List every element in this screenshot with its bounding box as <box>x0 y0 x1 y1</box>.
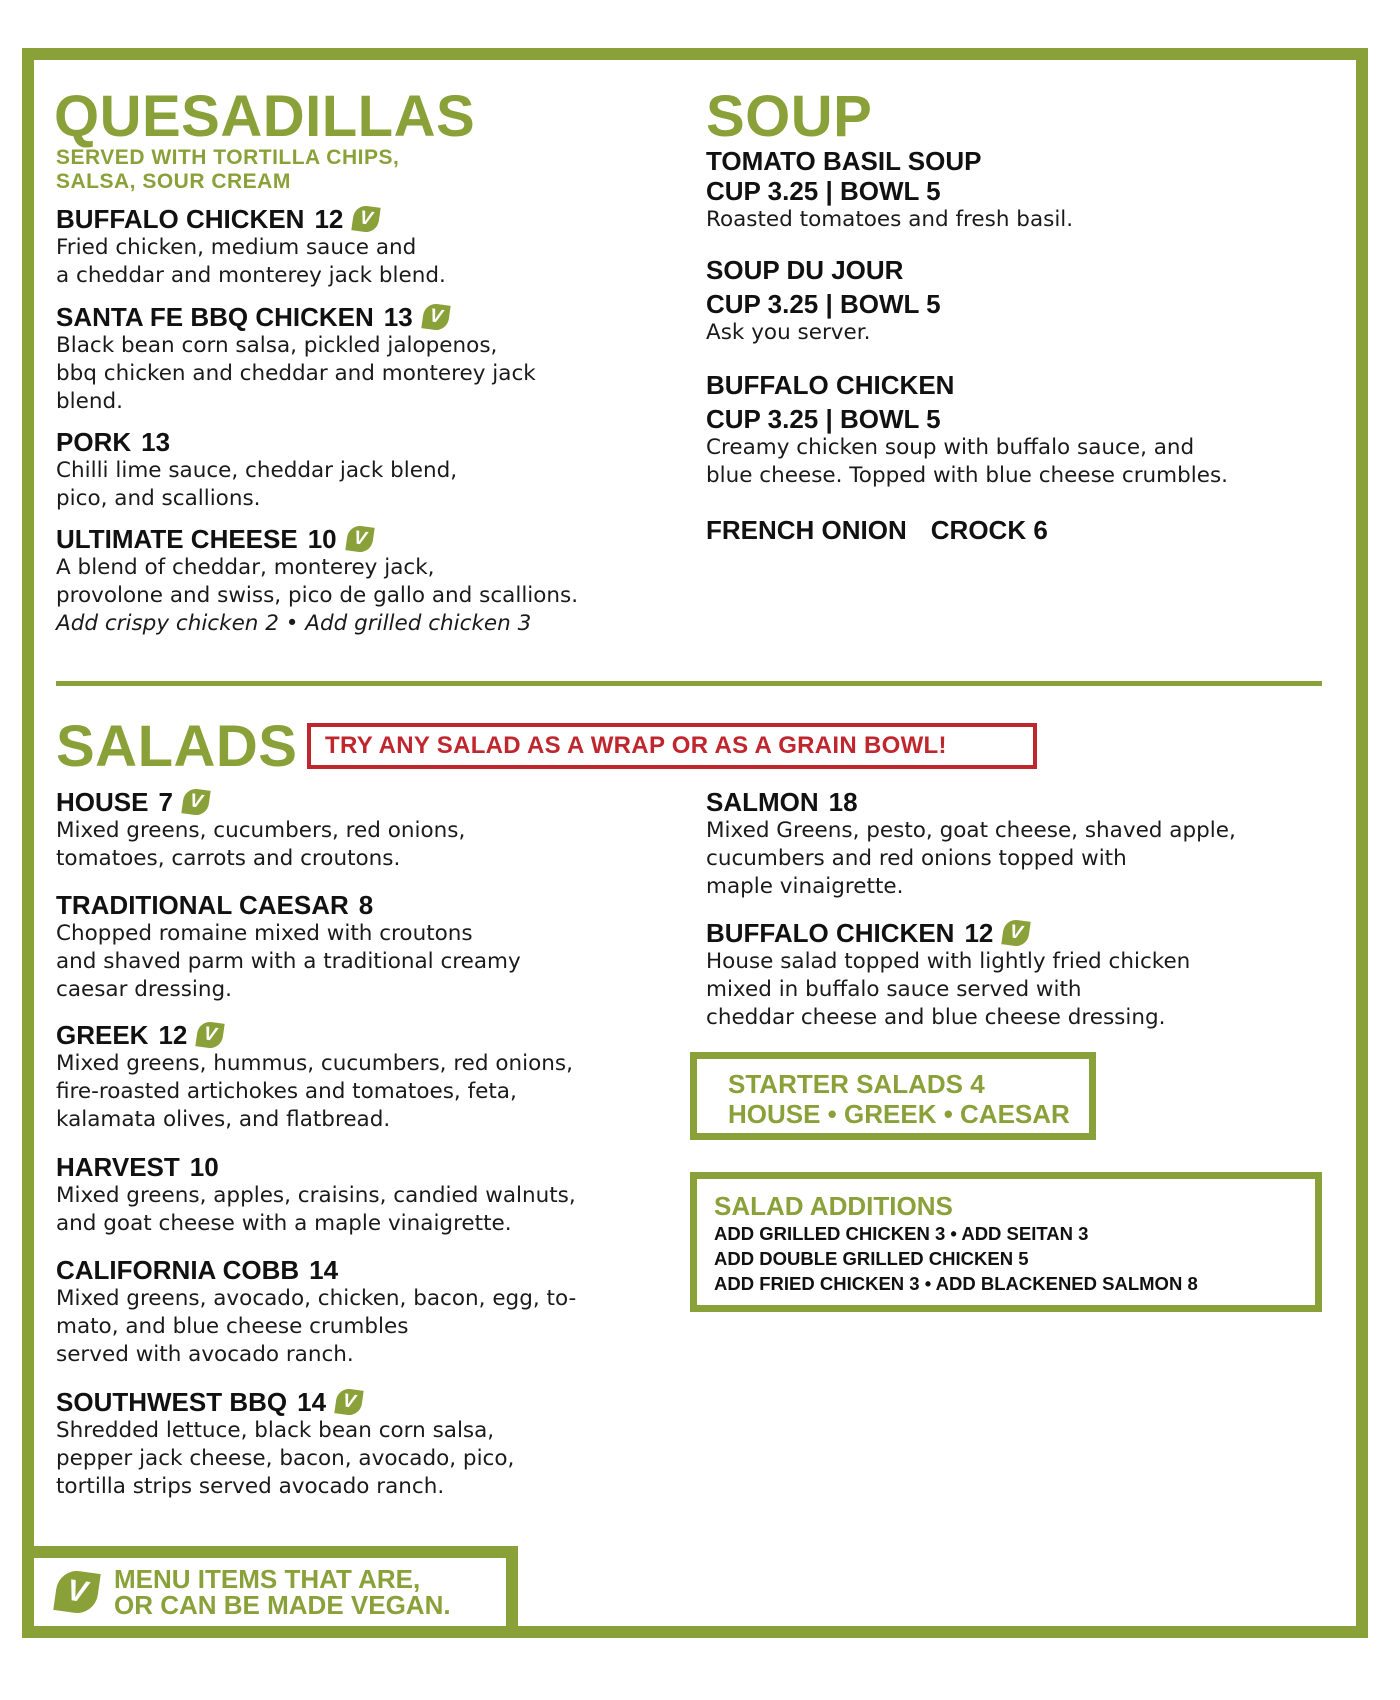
quesadilla-item <box>56 427 457 513</box>
item-desc: and goat cheese with a maple vinaigrette. <box>56 1211 512 1236</box>
item-desc: Ask you server. <box>706 320 871 345</box>
item-desc: kalamata olives, and flatbread. <box>56 1107 391 1132</box>
item-desc: served with avocado ranch. <box>56 1342 354 1367</box>
starter-salads-line: HOUSE • GREEK • CAESAR <box>728 1099 1070 1129</box>
item-name: SOUTHWEST BBQ <box>56 1387 288 1417</box>
item-name: TRADITIONAL CAESAR <box>56 890 349 920</box>
item-name: GREEK <box>56 1020 149 1050</box>
vegan-legend-line: MENU ITEMS THAT ARE, <box>114 1564 421 1594</box>
item-desc: Mixed greens, cucumbers, red onions, <box>56 818 466 843</box>
salad-additions-line: ADD GRILLED CHICKEN 3 • ADD SEITAN 3 <box>714 1223 1089 1244</box>
soup-item <box>706 370 1228 490</box>
item-name: SANTA FE BBQ CHICKEN <box>56 302 374 332</box>
item-heading <box>56 1152 576 1182</box>
salad-item <box>56 1387 514 1501</box>
item-price: 10 <box>307 524 337 554</box>
item-desc: Creamy chicken soup with buffalo sauce, and <box>706 435 1195 460</box>
item-name: ULTIMATE CHEESE <box>56 524 298 554</box>
item-desc: cucumbers and red onions topped with <box>706 846 1127 871</box>
salad-additions-title: SALAD ADDITIONS <box>714 1191 953 1221</box>
quesadilla-item <box>56 524 578 638</box>
soup-item <box>706 515 1048 545</box>
soup-item <box>706 255 941 347</box>
vegan-leaf-icon: V <box>196 1020 225 1049</box>
item-desc: pepper jack cheese, bacon, avocado, pico, <box>56 1446 515 1471</box>
salad-item <box>56 1152 576 1238</box>
item-desc: Mixed greens, hummus, cucumbers, red onions, <box>56 1051 573 1076</box>
item-heading <box>706 918 1190 948</box>
item-heading <box>56 524 578 554</box>
quesadillas-subtitle-line: SALSA, SOUR CREAM <box>56 170 291 193</box>
quesadillas-title: QUESADILLAS <box>54 84 476 149</box>
item-heading <box>56 427 457 457</box>
item-price: 18 <box>828 787 858 817</box>
vegan-leaf-icon: V <box>421 302 450 331</box>
item-price: 7 <box>158 787 173 817</box>
item-desc: cheddar cheese and blue cheese dressing. <box>706 1005 1166 1030</box>
item-desc: Shredded lettuce, black bean corn salsa, <box>56 1418 495 1443</box>
item-name: TOMATO BASIL SOUP <box>706 146 982 176</box>
item-desc: Fried chicken, medium sauce and <box>56 235 417 260</box>
item-heading <box>56 1020 573 1050</box>
item-price: 12 <box>964 918 994 948</box>
item-price: CUP 3.25 | BOWL 5 <box>706 404 941 434</box>
item-name: BUFFALO CHICKEN <box>706 918 955 948</box>
item-desc: a cheddar and monterey jack blend. <box>56 263 446 288</box>
wrap-bowl-promo: TRY ANY SALAD AS A WRAP OR AS A GRAIN BOWL! <box>307 723 1037 769</box>
item-name: PORK <box>56 427 132 457</box>
vegan-leaf-icon: V <box>334 1387 363 1416</box>
item-name: CALIFORNIA COBB <box>56 1255 300 1285</box>
item-name: BUFFALO CHICKEN <box>56 204 305 234</box>
item-desc: provolone and swiss, pico de gallo and scallions. <box>56 583 579 608</box>
salad-item <box>56 890 521 1004</box>
item-desc: mato, and blue cheese crumbles <box>56 1314 409 1339</box>
vegan-leaf-icon: V <box>352 204 381 233</box>
item-price: CUP 3.25 | BOWL 5 <box>706 289 941 319</box>
item-heading <box>56 1387 514 1417</box>
vegan-leaf-icon: V <box>345 524 374 553</box>
item-price: CUP 3.25 | BOWL 5 <box>706 176 941 206</box>
item-desc: Chilli lime sauce, cheddar jack blend, <box>56 458 458 483</box>
item-desc: bbq chicken and cheddar and monterey jack <box>56 361 536 386</box>
salad-item <box>706 918 1190 1032</box>
item-heading <box>56 787 465 817</box>
item-name: HOUSE <box>56 787 149 817</box>
quesadilla-item <box>56 204 446 290</box>
vegan-legend <box>22 1546 518 1638</box>
item-name: FRENCH ONION <box>706 515 907 545</box>
item-price: 12 <box>158 1020 188 1050</box>
salad-additions-box <box>690 1172 1322 1312</box>
vegan-leaf-icon: V <box>53 1568 100 1615</box>
soup-title: SOUP <box>706 84 873 149</box>
quesadillas-subtitle <box>56 146 399 194</box>
salad-item <box>56 787 465 873</box>
item-name: BUFFALO CHICKEN <box>706 370 955 400</box>
item-heading <box>56 204 446 234</box>
item-price: 14 <box>297 1387 327 1417</box>
item-desc: and shaved parm with a traditional creamy <box>56 949 521 974</box>
item-price: 13 <box>141 427 171 457</box>
item-heading <box>56 890 521 920</box>
salad-additions-line: ADD DOUBLE GRILLED CHICKEN 5 <box>714 1248 1029 1269</box>
item-desc: fire-roasted artichokes and tomatoes, feta, <box>56 1079 517 1104</box>
item-desc: Mixed greens, avocado, chicken, bacon, egg, to- <box>56 1286 577 1311</box>
item-heading <box>706 787 1236 817</box>
salad-item <box>56 1255 576 1369</box>
item-desc: caesar dressing. <box>56 977 232 1002</box>
salads-title: SALADS <box>56 714 298 779</box>
item-name: SALMON <box>706 787 819 817</box>
item-desc: House salad topped with lightly fried chicken <box>706 949 1191 974</box>
quesadilla-item <box>56 302 536 416</box>
salad-item <box>706 787 1236 901</box>
item-desc: A blend of cheddar, monterey jack, <box>56 555 435 580</box>
soup-item <box>706 146 1073 234</box>
item-desc: Mixed Greens, pesto, goat cheese, shaved apple, <box>706 818 1236 843</box>
item-desc: blend. <box>56 389 123 414</box>
item-desc: tomatoes, carrots and croutons. <box>56 846 401 871</box>
item-heading <box>56 1255 576 1285</box>
item-desc: tortilla strips served avocado ranch. <box>56 1474 445 1499</box>
item-price: 12 <box>314 204 344 234</box>
item-desc: Chopped romaine mixed with croutons <box>56 921 473 946</box>
item-desc: maple vinaigrette. <box>706 874 904 899</box>
starter-salads-line: STARTER SALADS 4 <box>728 1069 985 1099</box>
item-price: 8 <box>358 890 374 920</box>
section-divider <box>56 681 1322 686</box>
item-desc: blue cheese. Topped with blue cheese crumbles. <box>706 463 1228 488</box>
vegan-legend-text <box>114 1566 451 1618</box>
item-name: SOUP DU JOUR <box>706 255 904 285</box>
item-desc: Black bean corn salsa, pickled jalopenos, <box>56 333 498 358</box>
item-name: HARVEST <box>56 1152 180 1182</box>
item-desc: mixed in buffalo sauce served with <box>706 977 1082 1002</box>
item-price: 14 <box>309 1255 339 1285</box>
salad-item <box>56 1020 573 1134</box>
item-heading <box>56 302 536 332</box>
item-price: 10 <box>189 1152 219 1182</box>
item-heading <box>706 515 1048 545</box>
salad-additions-line: ADD FRIED CHICKEN 3 • ADD BLACKENED SALMON 8 <box>714 1273 1198 1294</box>
item-price: CROCK 6 <box>930 515 1048 545</box>
quesadillas-subtitle-line: SERVED WITH TORTILLA CHIPS, <box>56 146 400 169</box>
vegan-legend-line: OR CAN BE MADE VEGAN. <box>114 1590 451 1620</box>
item-addon: Add crispy chicken 2 • Add grilled chicken 3 <box>56 611 532 636</box>
item-desc: pico, and scallions. <box>56 486 261 511</box>
starter-salads-box <box>690 1052 1096 1140</box>
item-desc: Mixed greens, apples, craisins, candied walnuts, <box>56 1183 576 1208</box>
vegan-leaf-icon: V <box>181 787 210 816</box>
item-price: 13 <box>383 302 413 332</box>
item-desc: Roasted tomatoes and fresh basil. <box>706 207 1074 232</box>
vegan-leaf-icon: V <box>1002 918 1031 947</box>
